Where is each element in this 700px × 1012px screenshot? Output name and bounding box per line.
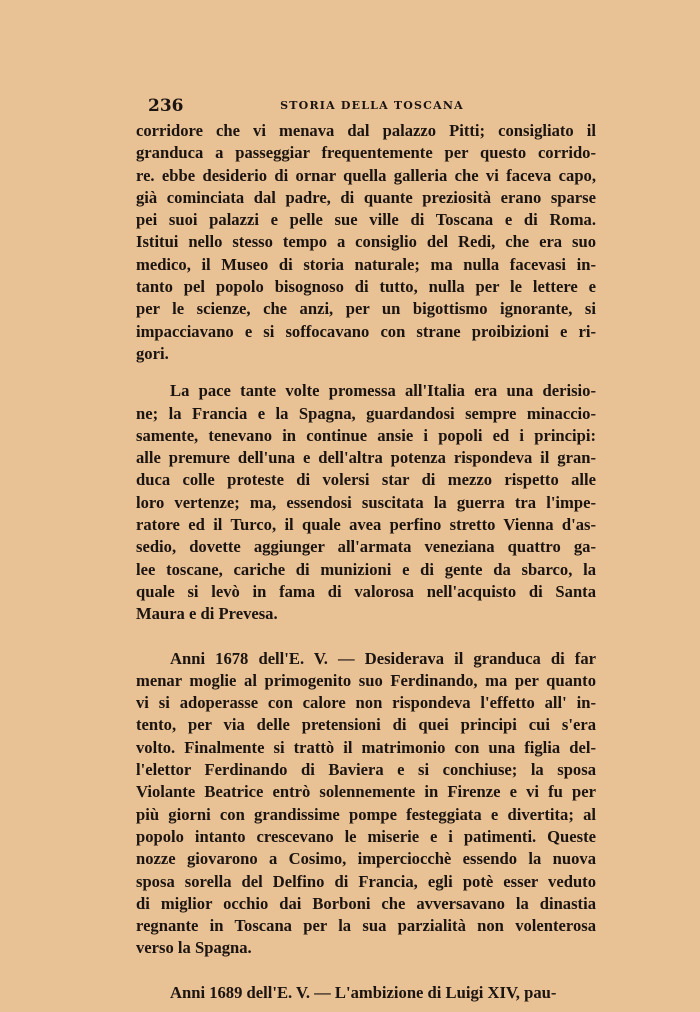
text-line: loro vertenze; ma, essendosi suscitata la guerra tra l'impe- <box>136 492 596 512</box>
text-line: ratore ed il Turco, il quale avea perfino stretto Vienna d'as- <box>136 515 596 535</box>
text-line: quale si levò in fama di valorosa nell'acquisto di Santa <box>136 581 596 601</box>
text-line: menar moglie al primogenito suo Ferdinando, ma per quanto <box>136 670 596 690</box>
text-line: vi si adoperasse con calore non rispondeva l'effetto all' in- <box>136 693 596 713</box>
text-line: alle premure dell'una e dell'altra potenza rispondeva il gran- <box>136 448 596 468</box>
text-line: re. ebbe desiderio di ornar quella galleria che vi faceva capo, <box>136 165 596 185</box>
text-line: Anni 1678 dell'E. V. — Desiderava il granduca di far <box>170 648 596 668</box>
text-line: Violante Beatrice entrò solennemente in Firenze e vi fu per <box>136 782 596 802</box>
text-line: Maura e di Prevesa. <box>136 604 278 624</box>
text-line: regnante in Toscana per la sua parzialità non volenterosa <box>136 916 596 936</box>
text-line: già cominciata dal padre, di quante preziosità erano sparse <box>136 187 596 207</box>
text-line: corridore che vi menava dal palazzo Pitti; consigliato il <box>136 121 596 140</box>
text-line: volto. Finalmente si trattò il matrimonio con una figlia del- <box>136 737 596 757</box>
paragraph-gap <box>136 365 596 380</box>
text-line: impacciavano e si soffocavano con strane proibizioni e ri- <box>136 321 596 341</box>
text-line: ne; la Francia e la Spagna, guardandosi sempre minaccio- <box>136 403 596 423</box>
text-line: gori. <box>136 343 169 363</box>
paragraph <box>136 380 596 625</box>
running-title: STORIA DELLA TOSCANA <box>280 99 464 112</box>
text-line: pei suoi palazzi e pelle sue ville di Toscana e di Roma. <box>136 210 596 230</box>
section-gap <box>136 626 596 648</box>
text-line: duca colle proteste di volersi star di mezzo rispetto alle <box>136 470 596 490</box>
page-number: 236 <box>148 96 184 116</box>
text-line: lee toscane, cariche di munizioni e di gente da sbarco, la <box>136 559 596 579</box>
text-line: l'elettor Ferdinando di Baviera e si conchiuse; la sposa <box>136 760 596 780</box>
text-line: Anni 1689 dell'E. V. — L'ambizione di Luigi XIV, pau- <box>170 982 557 1002</box>
text-line: Istitui nello stesso tempo a consiglio del Redi, che era suo <box>136 232 596 252</box>
text-line: sposa sorella del Delfino di Francia, egli potè esser veduto <box>136 871 596 891</box>
text-line: di miglior occhio dai Borboni che avversavano la dinastia <box>136 893 596 913</box>
paragraph <box>136 982 596 1004</box>
text-line: verso la Spagna. <box>136 938 252 958</box>
text-line: sedio, dovette aggiunger all'armata veneziana quattro ga- <box>136 537 596 557</box>
paragraph <box>136 648 596 960</box>
section-gap <box>136 960 596 982</box>
paragraph <box>136 120 596 365</box>
text-line: granduca a passeggiar frequentemente per questo corrido- <box>136 143 596 163</box>
text-line: popolo intanto crescevano le miserie e i patimenti. Queste <box>136 826 596 846</box>
text-line: per le scienze, che anzi, per un bigottismo ignorante, si <box>136 299 596 319</box>
text-line: La pace tante volte promessa all'Italia era una derisio- <box>170 381 596 401</box>
running-head <box>148 96 596 118</box>
text-line: medico, il Museo di storia naturale; ma nulla facevasi in- <box>136 254 596 274</box>
text-line: samente, tenevano in continue ansie i popoli ed i principi: <box>136 425 596 445</box>
body-text <box>136 120 596 1004</box>
text-line: tanto pel popolo bisognoso di tutto, nulla per le lettere e <box>136 277 596 297</box>
text-line: più giorni con grandissime pompe festeggiata e divertita; al <box>136 804 596 824</box>
text-line: nozze giovarono a Cosimo, imperciocchè essendo la nuova <box>136 849 596 869</box>
text-line: tento, per via delle pretensioni di quei principi cui s'era <box>136 715 596 735</box>
